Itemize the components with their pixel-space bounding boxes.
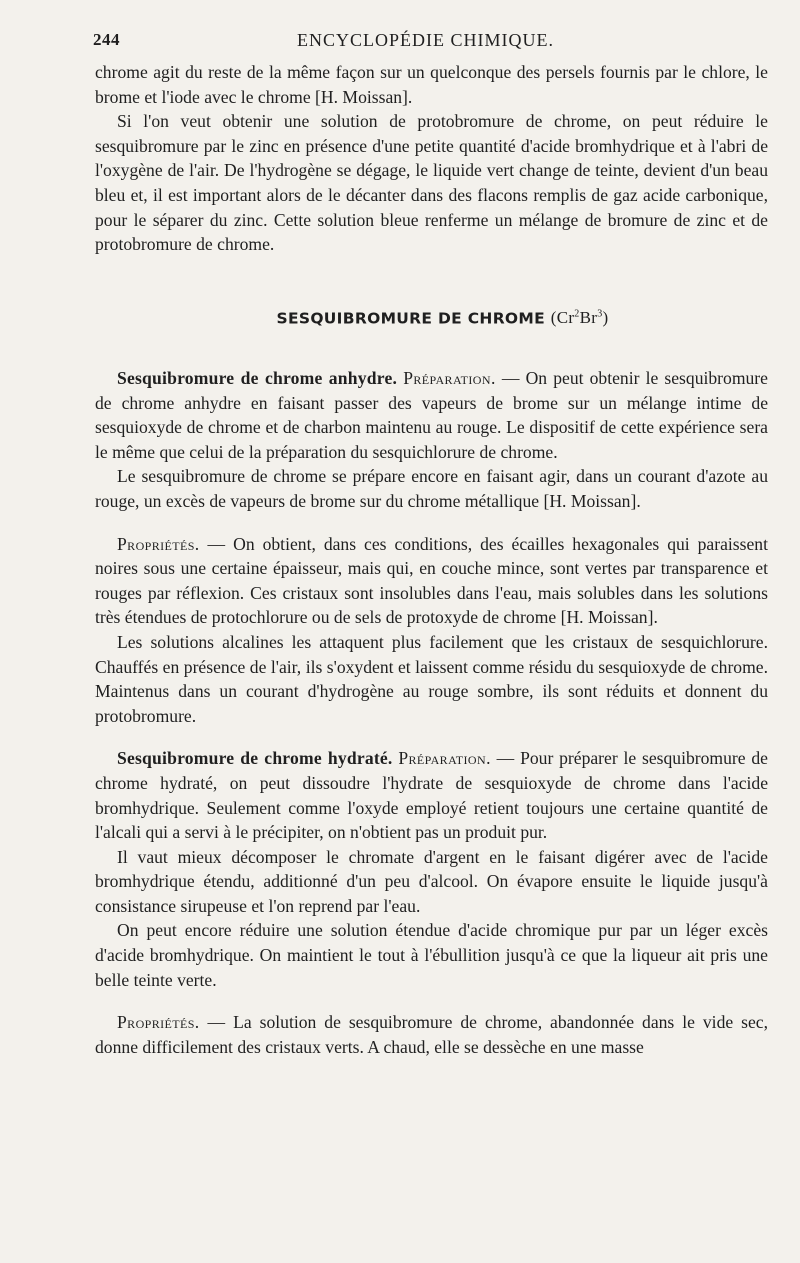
runin-heading: Sesquibromure de chrome anhydre. — [117, 368, 398, 388]
runin-heading-hydrate: Sesquibromure de chrome hydraté. — [117, 748, 393, 769]
page-body — [95, 60, 768, 1059]
paragraph-protobromure: Si l'on veut obtenir une solution de protobromure de chrome, on peut réduire le sesquibromure par le zinc en présence d'une petite quantité d'acide bromhydrique et à l'abri de l'oxygène de l'air. De l'hydrogène se dégage, le liquide vert change de teinte, devient d'un beau bleu et, il est important alors de le décanter dans des flacons remplis de gaz acide carbonique, pour le séparer du zinc. Cette solution bleue renferme un mélange de bromure de zinc et de protobromure de chrome. — [95, 111, 768, 255]
section-heading — [95, 303, 768, 331]
paragraph-proprietes-hydrate: Propriétés. — La solution de sesquibromure de chrome, abandonnée dans le vide sec, donne difficilement des cristaux verts. A chaud, elle se dessèche en une masse — [95, 1012, 768, 1057]
label-preparation-hydrate: Préparation. — [398, 748, 491, 769]
running-title: ENCYCLOPÉDIE CHIMIQUE. — [297, 30, 554, 50]
paragraph-acide-chromique: On peut encore réduire une solution étendue d'acide chromique pur par un léger excès d'acide bromhydrique. On maintient le tout à l'ébullition jusqu'à ce que la liqueur ait pris une belle teinte verte. — [95, 920, 768, 990]
page-number: 244 — [93, 30, 120, 49]
label-proprietes-hydrate: Propriétés. — [117, 1012, 200, 1033]
paragraph-hydrate-preparation: Sesquibromure de chrome hydraté. Préparation. — Pour préparer le sesquibromure de chrome hydraté, on peut dissoudre l'hydrate de sesquioxyde de chrome dans l'acide bromhydrique. Seulement comme l'oxyde employé retient toujours une certaine quantité de l'alcali qui a servi à le précipiter, on n'obtient pas un produit pur. — [95, 748, 768, 843]
paragraph-continuation: chrome agit du reste de la même façon sur un quelconque des persels fournis par le chlore, le brome et l'iode avec le chrome [H. Moissan]. — [95, 62, 768, 107]
paragraph-chromate-argent: Il vaut mieux décomposer le chromate d'argent en le faisant digérer avec de l'acide bromhydrique étendu, additionné d'un peu d'alcool. On évapore ensuite le liquide jusqu'à consistance sirupeuse et l'on reprend par l'eau. — [95, 846, 768, 916]
section-title-text: SESQUIBROMURE DE CHROME — [276, 309, 546, 328]
paragraph-azote: Le sesquibromure de chrome se prépare encore en faisant agir, dans un courant d'azote au rouge, un excès de vapeurs de brome sur du chrome métallique [H. Moissan]. — [95, 466, 768, 511]
page-header — [93, 28, 758, 54]
paragraph-proprietes: Propriétés. — On obtient, dans ces conditions, des écailles hexagonales qui paraissent noires sous une certaine épaisseur, mais qui, en couche mince, sont vertes par transparence et rouges par réflexion. Ces cristaux sont insolubles dans l'eau, mais solubles dans les solutions très étendues de protochlorure ou de sels de protoxyde de chrome [H. Moissan]. — [95, 533, 768, 628]
label-proprietes: Propriétés. — [117, 533, 200, 554]
paragraph-solutions-alcalines: Les solutions alcalines les attaquent plus facilement que les cristaux de sesquichlorure. Chauffés en présence de l'air, ils s'oxydent et laissent comme résidu du sesquioxyde de chrome. Maintenus dans un courant d'hydrogène au rouge sombre, ils sont réduits et donnent du protobromure. — [95, 631, 768, 726]
label-preparation: Préparation. — [403, 368, 496, 388]
paragraph-anhydre-preparation: Sesquibromure de chrome anhydre. Préparation. — On peut obtenir le sesquibromure de chrome anhydre en faisant passer des vapeurs de brome sur un mélange intime de sesquioxyde de chrome et de charbon maintenu au rouge. Le dispositif de cette expérience sera le même que celui de la préparation du sesquichlorure de chrome. — [95, 368, 768, 462]
section-formula: (Cr$^2$Br$^3$) — [550, 308, 609, 328]
